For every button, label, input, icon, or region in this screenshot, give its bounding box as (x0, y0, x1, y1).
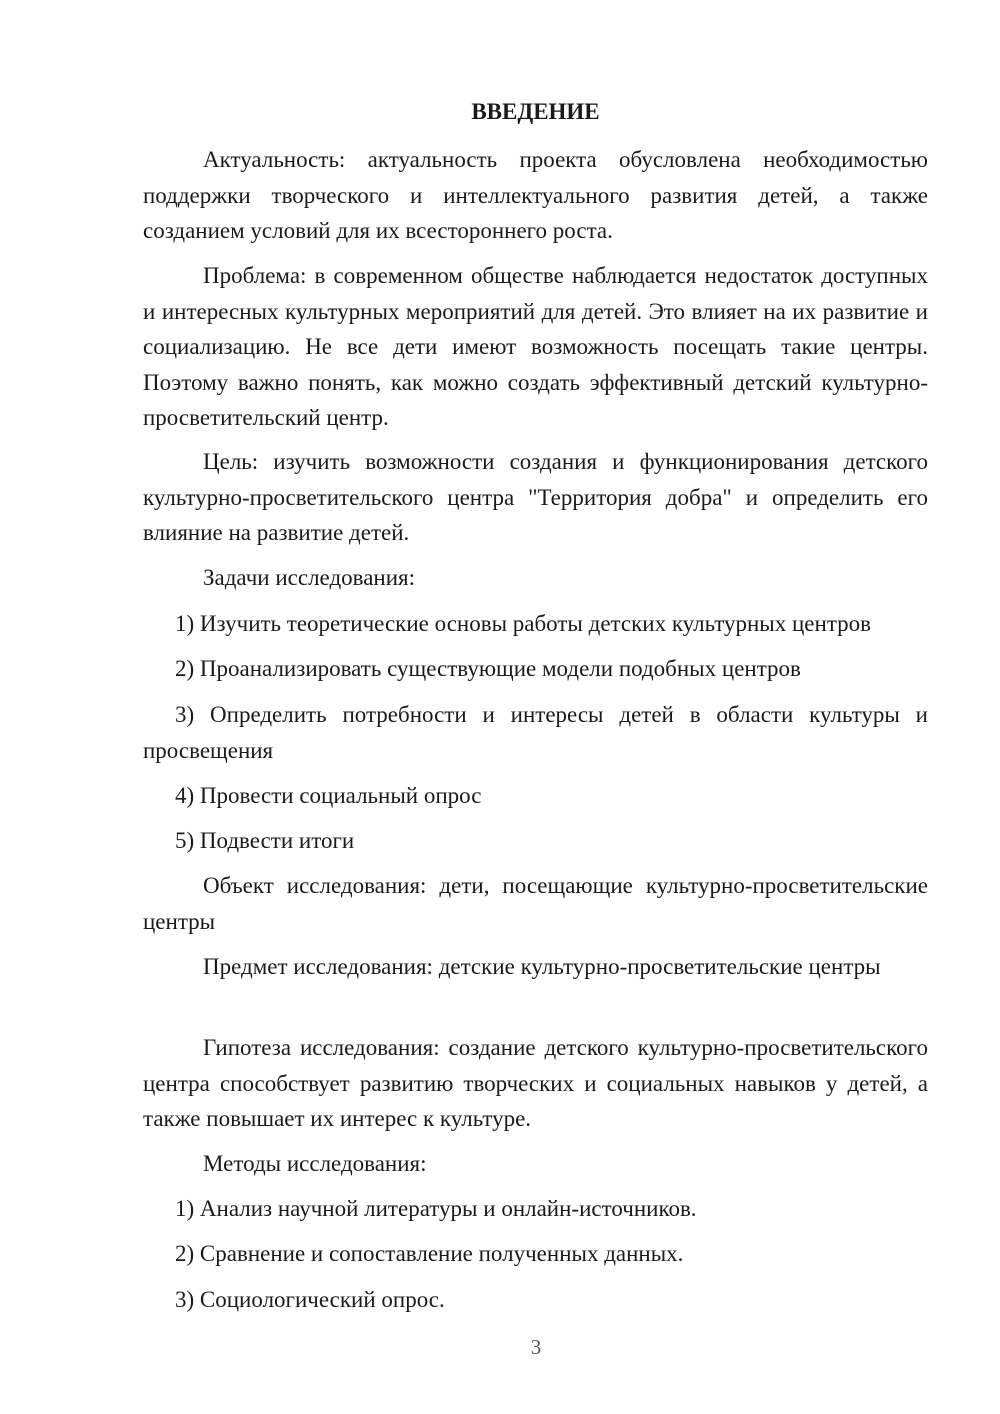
goal-paragraph: Цель: изучить возможности создания и функционирования детского культурно-просветительского центра "Территория добра" и определить его влияние на развитие детей. (143, 449, 928, 545)
page-number: 3 (530, 1335, 542, 1359)
object-paragraph: Объект исследования: дети, посещающие культурно-просветительские центры (143, 873, 928, 934)
method-item: 2) Сравнение и сопоставление полученных данных. (175, 1241, 684, 1266)
page-title: ВВЕДЕНИЕ (471, 99, 600, 124)
task-item: 3) Определить потребности и интересы детей в области культуры и просвещения (143, 702, 928, 763)
method-item: 3) Социологический опрос. (175, 1287, 445, 1312)
task-item: 5) Подвести итоги (175, 828, 355, 853)
methods-heading: Методы исследования: (203, 1151, 427, 1176)
relevance-paragraph: Актуальность: актуальность проекта обусловлена необходимостью поддержки творческого и интеллектуального развития детей, а также созданием условий для их всестороннего роста. (143, 147, 928, 243)
subject-paragraph: Предмет исследования: детские культурно-просветительские центры (203, 954, 881, 979)
tasks-heading: Задачи исследования: (203, 565, 416, 590)
task-item: 4) Провести социальный опрос (175, 783, 482, 808)
method-item: 1) Анализ научной литературы и онлайн-источников. (175, 1196, 697, 1221)
hypothesis-paragraph: Гипотеза исследования: создание детского культурно-просветительского центра способствует развитию творческих и социальных навыков у детей, а также повышает их интерес к культуре. (143, 1035, 928, 1131)
task-item: 1) Изучить теоретические основы работы детских культурных центров (175, 611, 872, 636)
task-item: 2) Проанализировать существующие модели подобных центров (175, 656, 801, 681)
problem-paragraph: Проблема: в современном обществе наблюдается недостаток доступных и интересных культурных мероприятий для детей. Это влияет на их развитие и социализацию. Не все дети имеют возможность посещать такие центры. Поэтому важно понять, как можно создать эффективный детский культурно-просветительский центр. (143, 263, 928, 430)
